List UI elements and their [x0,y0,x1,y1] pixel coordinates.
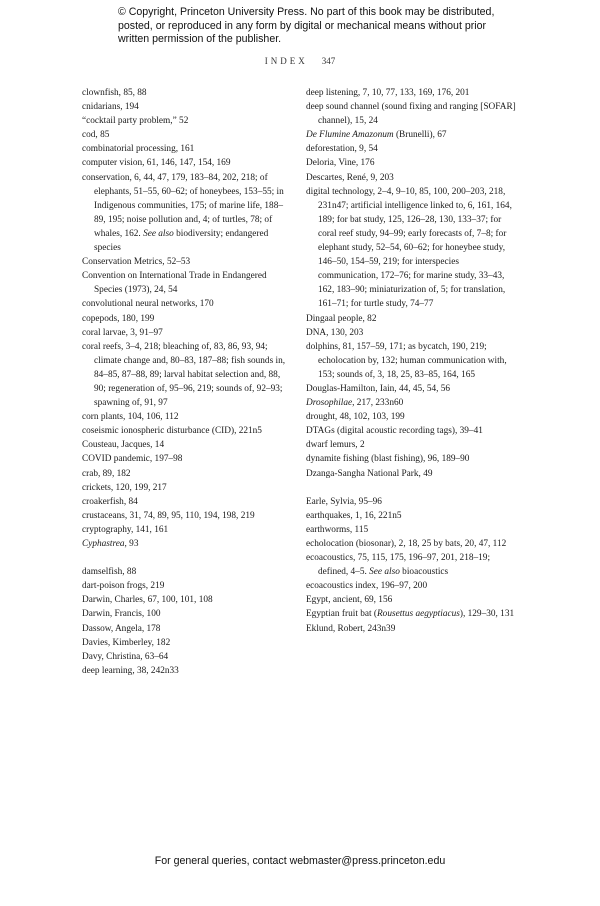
running-head-title: INDEX [264,56,308,66]
index-entry: Cousteau, Jacques, 14 [82,440,165,451]
index-entry: Dzanga-Sangha National Park, 49 [306,468,433,479]
index-entry: Davy, Christina, 63–64 [82,651,169,662]
index-entry: “cocktail party problem,” 52 [82,116,189,127]
index-entry: corn plants, 104, 106, 112 [82,412,179,423]
index-entry: Dingaal people, 82 [306,313,377,324]
index-entry: Douglas-Hamilton, Iain, 44, 45, 54, 56 [306,383,451,394]
index-entry: earthquakes, 1, 16, 221n5 [306,510,402,521]
index-entry: Dassow, Angela, 178 [82,623,161,634]
index-entry: digital technology, 2–4, 9–10, 85, 100, 200–203, 218, 231n47; artificial intelligence linked to, 6, 161, 164, 189; for bat study, 125, 126–28, 130, 133–37; for coral reef study, 94–99; early forecasts of, 7–8; for elephant study, 52–54, 60–62; for honeybee study, 146–50, 154–59, 219; for interspecies communication, 172–76; for marine study, 33–43, 162, 183–90; miniaturization of, 5; for translation, 161–71; for turtle study, 74–77 [306,186,512,310]
index-entry: coseismic ionospheric disturbance (CID), 221n5 [82,426,262,437]
index-entry: clownfish, 85, 88 [82,88,147,98]
letter-group-gap [82,551,292,565]
index-entry: Darwin, Francis, 100 [82,609,161,620]
index-entry: COVID pandemic, 197–98 [82,454,183,465]
index-entry: deep learning, 38, 242n33 [82,665,179,676]
index-entry: DTAGs (digital acoustic recording tags), 39–41 [306,426,483,437]
footer-contact: For general queries, contact webmaster@press.princeton.edu [154,855,446,867]
index-entry: De Flumine Amazonum (Brunelli), 67 [306,130,447,141]
index-entry: deep listening, 7, 10, 77, 133, 169, 176, 201 [306,88,470,98]
index-entry: conservation, 6, 44, 47, 179, 183–84, 202, 218; of elephants, 51–55, 60–62; of honeybees, 153–55; in Indigenous communities, 175; of marine life, 188–89, 195; noise pollution and, 4; of turtles, 78; of whales, 162. See also biodiversity; endangered species [82,172,284,254]
index-entry: Eklund, Robert, 243n39 [306,623,396,634]
index-entry: damselfish, 88 [82,567,137,578]
index-entry: Darwin, Charles, 67, 100, 101, 108 [82,595,213,606]
index-entry: earthworms, 115 [306,524,369,535]
index-entry: cod, 85 [82,130,110,141]
index-entry: deep sound channel (sound fixing and ranging [SOFAR] channel), 15, 24 [306,102,516,127]
index-entry: DNA, 130, 203 [306,327,364,338]
index-entry: Conservation Metrics, 52–53 [82,257,191,268]
letter-group-gap [306,481,518,495]
index-entry: Convention on International Trade in Endangered Species (1973), 24, 54 [82,271,267,296]
index-entry: convolutional neural networks, 170 [82,299,214,310]
index-entry: cryptography, 141, 161 [82,524,169,535]
running-head [0,56,600,66]
index-entry: croakerfish, 84 [82,496,138,507]
index-entry: crickets, 120, 199, 217 [82,482,167,493]
index-entry: echolocation (biosonar), 2, 18, 25 by bats, 20, 47, 112 [306,539,507,549]
index-entry: drought, 48, 102, 103, 199 [306,412,405,423]
index-entry: computer vision, 61, 146, 147, 154, 169 [82,158,231,169]
index-entry: copepods, 180, 199 [82,313,155,324]
index-entry: crustaceans, 31, 74, 89, 95, 110, 194, 198, 219 [82,510,255,521]
index-entry: Egypt, ancient, 69, 156 [306,595,393,606]
index-entry: dynamite fishing (blast fishing), 96, 189–90 [306,454,470,465]
index-entry: coral larvae, 3, 91–97 [82,327,163,338]
index-entry: combinatorial processing, 161 [82,144,195,155]
index-entry: ecoacoustics index, 196–97, 200 [306,581,428,592]
copyright-notice: © Copyright, Princeton University Press. No part of this book may be distributed, posted, or reproduced in any form by digital or mechanical means without prior written permission of the publisher. [118,6,495,45]
index-entry: Davies, Kimberley, 182 [82,637,171,648]
index-entry: dart-poison frogs, 219 [82,581,165,592]
index-entry: Deloria, Vine, 176 [306,158,375,169]
index-entry: deforestation, 9, 54 [306,144,378,155]
index-entry: Descartes, René, 9, 203 [306,172,394,183]
index-entry: Cyphastrea, 93 [82,539,139,549]
index-column-right [306,86,518,636]
index-entry: Egyptian fruit bat (Rousettus aegyptiacus), 129–30, 131 [306,609,515,620]
index-entry: dolphins, 81, 157–59, 171; as bycatch, 190, 219; echolocation by, 132; human communication with, 153; sounds of, 3, 18, 25, 83–85, 164, 165 [306,341,507,380]
index-entry: coral reefs, 3–4, 218; bleaching of, 83, 86, 93, 94; climate change and, 80–83, 187–88; fish sounds in, 84–85, 87–88, 89; larval habitat selection and, 88, 90; regeneration of, 95–96, 219; sounds of, 92–93; spawning of, 91, 97 [82,341,286,409]
index-entry: Earle, Sylvia, 95–96 [306,496,382,507]
index-entry: Drosophilae, 217, 233n60 [306,398,404,409]
page-number: 347 [321,56,336,66]
index-entry: ecoacoustics, 75, 115, 175, 196–97, 201, 218–19; defined, 4–5. See also bioacoustics [306,553,491,578]
index-entry: cnidarians, 194 [82,102,139,113]
index-entry: crab, 89, 182 [82,468,131,479]
index-column-left [82,86,292,678]
index-entry: dwarf lemurs, 2 [306,440,365,451]
